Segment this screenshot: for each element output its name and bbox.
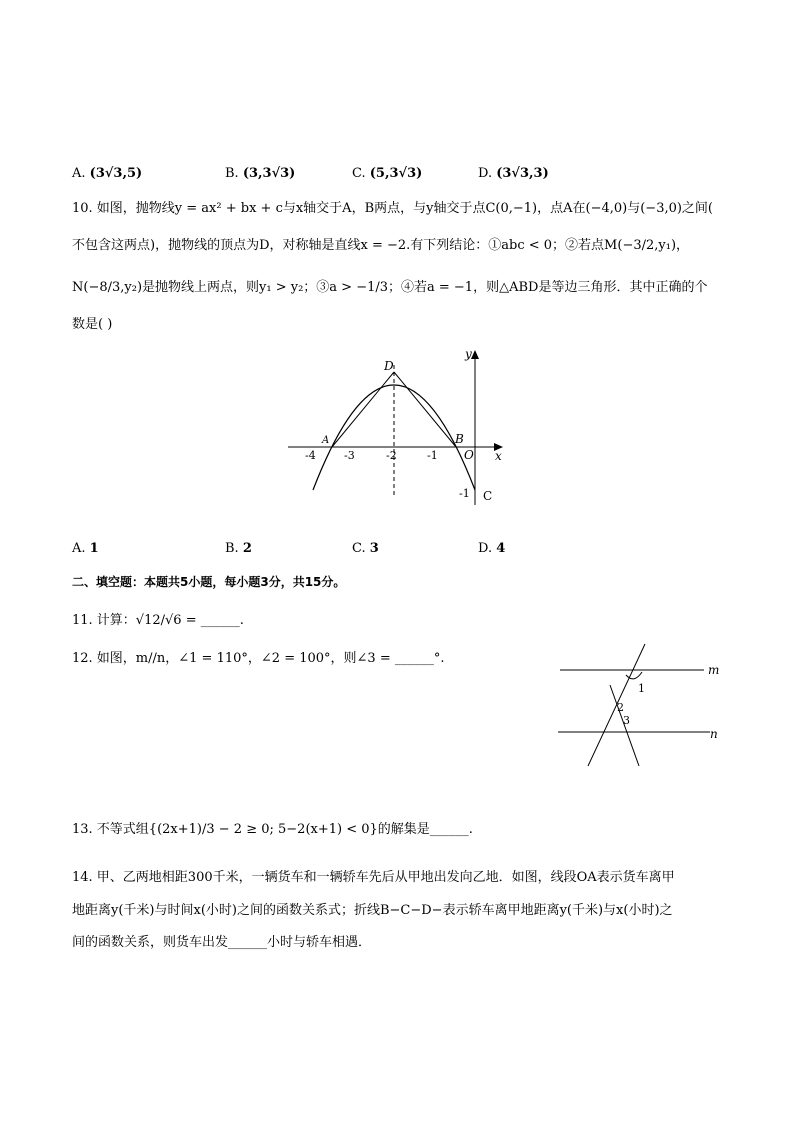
q10-option-a[interactable]: A. 1 (72, 541, 99, 556)
q9-option-b[interactable]: B. (3,3√3) (225, 166, 296, 181)
point-c-label: C (483, 489, 493, 503)
point-b-label: B (455, 432, 464, 446)
point-d-label: D (384, 359, 394, 373)
q10-line-4: 数是( ) (72, 317, 113, 332)
q10-option-c[interactable]: C. 3 (352, 541, 379, 556)
tick-label: -2 (386, 449, 397, 462)
y-axis-label: y (465, 347, 472, 361)
q9-option-c[interactable]: C. (5,3√3) (352, 166, 423, 181)
q11-text: 11. 计算：√12/√6 = ______. (72, 613, 244, 628)
angle-1-label: 1 (638, 682, 645, 695)
q9-option-d[interactable]: D. (3√3,3) (478, 166, 549, 181)
q14-line-3: 间的函数关系，则货车出发______小时与轿车相遇． (72, 935, 372, 950)
label-n: n (710, 727, 718, 741)
section-2-heading: 二、填空题：本题共5小题，每小题3分，共15分。 (72, 575, 346, 589)
q14-line-1: 14. 甲、乙两地相距300千米，一辆货车和一辆轿车先后从甲地出发向乙地．如图，线段OA表示货车离甲 (72, 870, 675, 885)
q12-text: 12. 如图，m//n，∠1 = 110°，∠2 = 100°，则∠3 = ______°. (72, 651, 445, 666)
q9-option-a-value: (3√3,5) (89, 166, 143, 181)
segment-ad (332, 372, 394, 447)
segment-bd (394, 372, 456, 447)
point-a-label: A (322, 435, 330, 446)
q13-text: 13. 不等式组{(2x+1)/3 − 2 ≥ 0; 5−2(x+1) < 0}的解集是______. (72, 822, 473, 837)
q10-line-3: N(−8/3,y₂)是抛物线上两点，则y₁ > y₂；③a > −1/3；④若a = −1，则△ABD是等边三角形．其中正确的个 (72, 280, 708, 295)
q12-parallel-lines-figure (552, 640, 732, 770)
q10-line-2: 不包含这两点)，抛物线的顶点为D，对称轴是直线x = −2.有下列结论：①abc < 0；②若点M(−3/2,y₁)， (72, 238, 690, 253)
q10-option-b[interactable]: B. 2 (225, 541, 252, 556)
q9-option-a[interactable]: A. (3√3,5) (72, 166, 143, 181)
q9-option-c-value: (5,3√3) (369, 166, 423, 181)
tick-label: -1 (427, 449, 438, 462)
q14-line-2: 地距离y(千米)与时间x(小时)之间的函数关系式；折线B−C−D−表示轿车离甲地距离y(千米)与x(小时)之 (72, 903, 673, 918)
angle-1-arc (626, 672, 642, 679)
x-axis-label: x (495, 449, 502, 463)
label-m: m (708, 663, 720, 677)
y-tick-label: -1 (459, 487, 470, 500)
tick-label: -3 (344, 449, 355, 462)
q9-option-d-value: (3√3,3) (496, 166, 549, 181)
y-axis-arrow-icon (471, 350, 479, 359)
tick-label: -4 (305, 449, 316, 462)
angle-3-label: 3 (623, 714, 630, 727)
origin-label: O (464, 448, 474, 462)
q9-option-b-value: (3,3√3) (242, 166, 296, 181)
q10-parabola-graph (285, 340, 515, 510)
q10-line-1: 10. 如图，抛物线y = ax² + bx + c与x轴交于A，B两点，与y轴交于点C(0,−1)，点A在(−4,0)与(−3,0)之间( (72, 201, 714, 216)
q10-option-d[interactable]: D. 4 (478, 541, 506, 556)
angle-2-label: 2 (617, 701, 624, 714)
